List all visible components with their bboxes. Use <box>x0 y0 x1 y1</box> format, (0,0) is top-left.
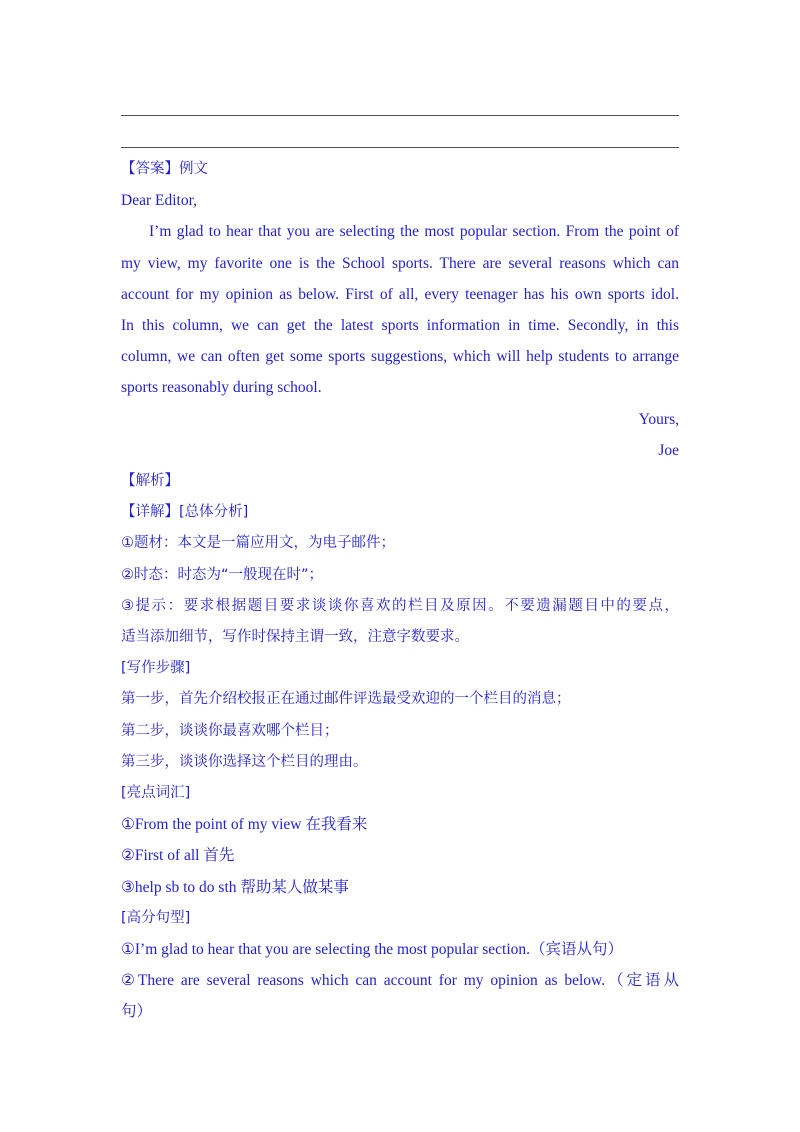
overall-item: ②时态：时态为“一般现在时”； <box>121 566 324 583</box>
letter-signature: Joe <box>658 441 679 459</box>
document-content <box>121 154 679 1028</box>
overall-item: 适当添加细节，写作时保持主谓一致，注意字数要求。 <box>121 629 469 646</box>
vocab-item: ①From the point of my view 在我看来 <box>121 816 368 834</box>
analysis-heading: 【解析】 <box>121 473 179 490</box>
vocab-heading: [亮点词汇] <box>121 785 191 802</box>
answer-line-2 <box>121 147 679 148</box>
letter-closing: Yours, <box>638 410 679 428</box>
letter-body-line: column, we can often get some sports suggestions, which will help students to arrange <box>121 348 679 366</box>
overall-item: ③提示：要求根据题目要求谈谈你喜欢的栏目及原因。不要遗漏题目中的要点， <box>121 597 679 614</box>
sentences-heading: [高分句型] <box>121 909 191 926</box>
vocab-item: ③help sb to do sth 帮助某人做某事 <box>121 878 349 896</box>
answer-line-1 <box>121 115 679 116</box>
letter-greeting: Dear Editor, <box>121 192 197 210</box>
letter-body-line: I’m glad to hear that you are selecting the most popular section. From the point of <box>149 223 679 241</box>
steps-heading: [写作步骤] <box>121 660 191 677</box>
step-item: 第三步，谈谈你选择这个栏目的理由。 <box>121 753 368 770</box>
letter-body-last-line: sports reasonably during school. <box>121 379 322 397</box>
letter-body-line: In this column, we can get the latest sports information in time. Secondly, in this <box>121 317 679 335</box>
overall-item: ①题材：本文是一篇应用文，为电子邮件； <box>121 535 395 552</box>
vocab-item: ②First of all 首先 <box>121 847 235 865</box>
answer-heading: 【答案】例文 <box>121 161 208 177</box>
sentence-item-continuation: 句） <box>121 1003 153 1021</box>
step-item: 第二步，谈谈你最喜欢哪个栏目； <box>121 722 339 739</box>
detail-heading: 【详解】[总体分析] <box>121 504 249 521</box>
sentence-item: ①I’m glad to hear that you are selecting the most popular section.（宾语从句） <box>121 941 624 959</box>
letter-body-line: account for my opinion as below. First of all, every teenager has his own sports idol. <box>121 285 679 303</box>
step-item: 第一步，首先介绍校报正在通过邮件评选最受欢迎的一个栏目的消息； <box>121 691 571 708</box>
letter-body-line: my view, my favorite one is the School sports. There are several reasons which can <box>121 254 679 272</box>
sentence-item: ②There are several reasons which can account for my opinion as below.（定语从 <box>121 972 679 990</box>
